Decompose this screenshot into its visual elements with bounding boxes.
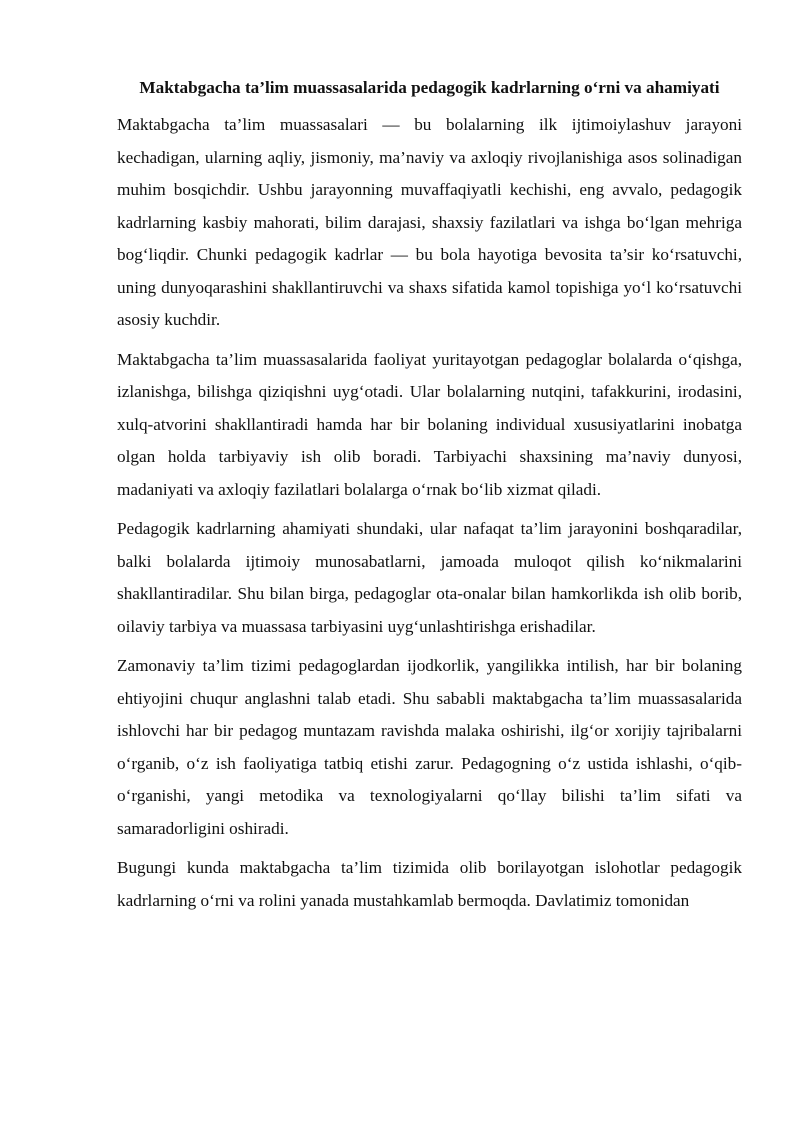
paragraph-4: Zamonaviy ta’lim tizimi pedagoglardan ijodkorlik, yangilikka intilish, har bir bolaning ehtiyojini chuqur anglashni talab etadi. Shu sababli maktabgacha ta’lim muassasalarida ishlovchi har bir pedagog muntazam ravishda malaka oshirishi, ilg‘or xorijiy tajribalarni o‘rganib, o‘z ish faoliyatiga tatbiq etishi zarur. Pedagogning o‘z ustida ishlashi, o‘qib-o‘rganishi, yangi metodika va texnologiyalarni qo‘llay bilishi ta’lim sifati va samaradorligini oshiradi. xyxy=(117,656,742,838)
paragraph-2: Maktabgacha ta’lim muassasalarida faoliyat yuritayotgan pedagoglar bolalarda o‘qishga, izlanishga, bilishga qiziqishni uyg‘otadi. Ular bolalarning nutqini, tafakkurini, irodasini, xulq-atvorini shakllantiradi hamda har bir bolaning individual xususiyatlarini inobatga olgan holda tarbiyaviy ish olib boradi. Tarbiyachi shaxsining ma’naviy dunyosi, madaniyati va axloqiy fazilatlari bolalarga o‘rnak bo‘lib xizmat qiladi. xyxy=(117,349,742,499)
paragraph-5: Bugungi kunda maktabgacha ta’lim tizimida olib borilayotgan islohotlar pedagogik kadrlarning o‘rni va rolini yanada mustahkamlab bermoqda. Davlatimiz tomonidan xyxy=(117,858,742,910)
document-title: Maktabgacha ta’lim muassasalarida pedagogik kadrlarning o‘rni va ahamiyati xyxy=(139,78,720,97)
paragraph-3: Pedagogik kadrlarning ahamiyati shundaki, ular nafaqat ta’lim jarayonini boshqaradilar, balki bolalarda ijtimoiy munosabatlarni, jamoada muloqot qilish ko‘nikmalarini shakllantiradilar. Shu bilan birga, pedagoglar ota-onalar bilan hamkorlikda ish olib borib, oilaviy tarbiya va muassasa tarbiyasini uyg‘unlashtirishga erishadilar. xyxy=(117,519,742,636)
document-page xyxy=(117,72,742,917)
paragraph-1: Maktabgacha ta’lim muassasalari — bu bolalarning ilk ijtimoiylashuv jarayoni kechadigan, ularning aqliy, jismoniy, ma’naviy va axloqiy rivojlanishiga asos solinadigan muhim bosqichdir. Ushbu jarayonning muvaffaqiyatli kechishi, eng avvalo, pedagogik kadrlarning kasbiy mahorati, bilim darajasi, shaxsiy fazilatlari va ishga bo‘lgan mehriga bog‘liqdir. Chunki pedagogik kadrlar — bu bola hayotiga bevosita ta’sir ko‘rsatuvchi, uning dunyoqarashini shakllantiruvchi va shaxs sifatida kamol topishiga yo‘l ko‘rsatuvchi asosiy kuchdir. xyxy=(117,115,742,329)
